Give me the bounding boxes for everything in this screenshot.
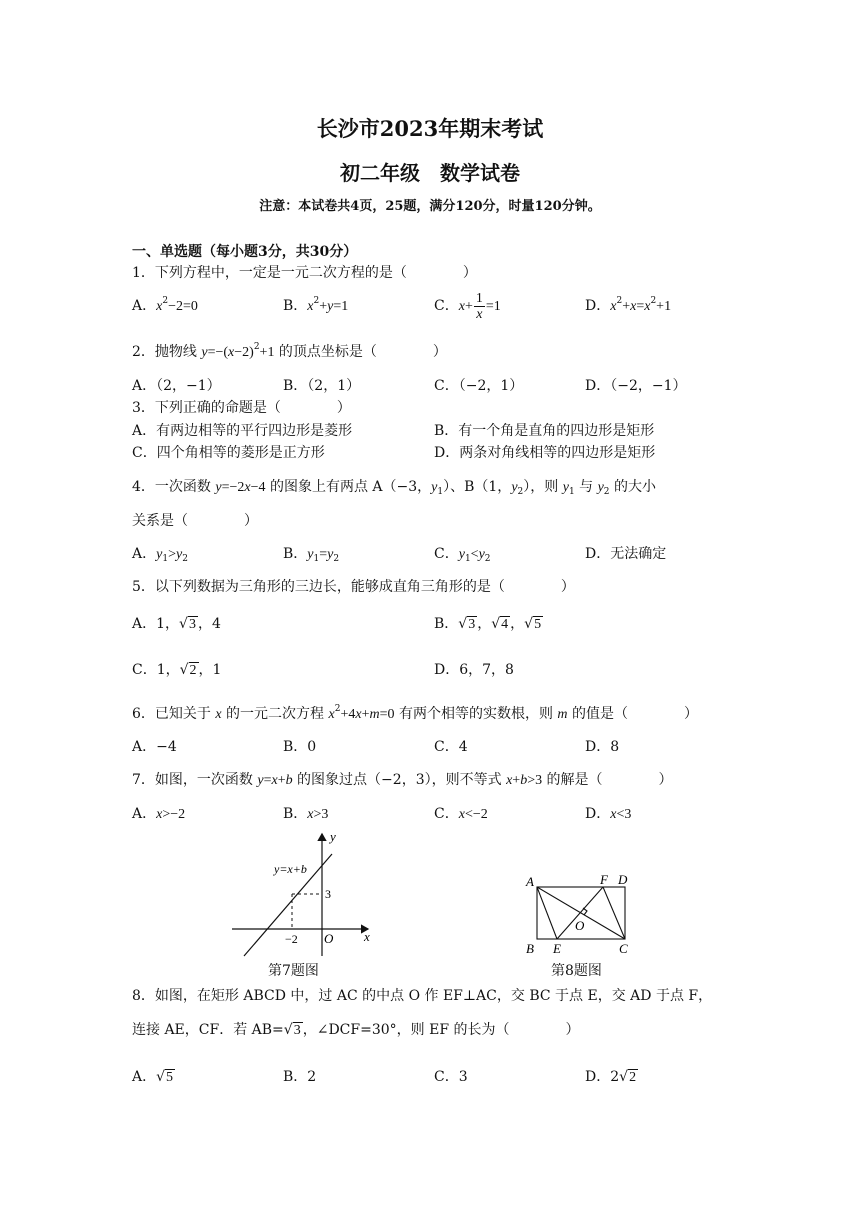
q6-option-c: C．4 [434, 739, 468, 755]
x-axis-label: x [364, 929, 370, 944]
label-e: E [553, 941, 561, 956]
q4-option-d: D．无法确定 [585, 546, 667, 562]
q8-option-a: A．√5 [132, 1069, 174, 1085]
q3-option-d: D．两条对角线相等的四边形是矩形 [434, 445, 656, 461]
q1-option-a: A．$x^2-2=0$ [132, 296, 198, 314]
question-5-stem: 5．以下列数据为三角形的三边长，能够成直角三角形的是（ ） [132, 579, 575, 595]
q1-option-c: C．x+ $\frac{1}{x}$ =1 [434, 290, 501, 322]
q6-option-d: D．8 [585, 739, 620, 755]
q7-option-c: C．x<−2 [434, 806, 488, 822]
q5-option-a: A．1，√3 ，4 [132, 616, 221, 632]
figure-8-rectangle [520, 870, 640, 960]
label-b: B [526, 941, 534, 956]
question-8-stem: 8．如图，在矩形 ABCD 中，过 AC 的中点 O 作 EF⊥AC，交 BC 于点 E，交 AD 于点 F， [132, 988, 713, 1004]
question-6-stem: 6．已知关于 x 的一元二次方程 $x^2+4x+m=0$ 有两个相等的实数根，则 m 的值是（ ） [132, 704, 698, 722]
label-c: C [619, 941, 628, 956]
figure-7-caption: 第7题图 [268, 963, 319, 979]
question-2-stem: 2．抛物线 $y=-(x-2)^2+1$ 的顶点坐标是（ ） [132, 342, 447, 360]
question-3-stem: 3．下列正确的命题是（ ） [132, 400, 351, 416]
segment-cf [603, 887, 625, 939]
origin-label: O [324, 931, 334, 946]
q6-option-b: B．0 [283, 739, 317, 755]
y-axis-label: y [330, 829, 336, 844]
q5-option-b: B．√3 ，√4 ，√5 [434, 616, 542, 632]
segment-ae [537, 887, 557, 939]
q7-option-d: D．x<3 [585, 806, 632, 822]
q2-option-d: D．（−2，−1） [585, 378, 687, 394]
q1-option-d: D．$x^2+x=x^2+1$ [585, 296, 672, 314]
q2-option-c: C．（−2，1） [434, 378, 524, 394]
question-1-stem: 1．下列方程中，一定是一元二次方程的是（ ） [132, 265, 477, 281]
exam-title: 长沙市2023年期末考试 [316, 116, 544, 141]
label-d: D [618, 872, 628, 887]
q2-option-b: B．（2，1） [283, 378, 361, 394]
q2-option-a: A．（2，−1） [132, 378, 221, 394]
exam-notice: 注意：本试卷共4页，25题，满分120分，时量120分钟。 [259, 199, 601, 214]
line-label: y=x+b [274, 862, 307, 876]
exam-subtitle: 初二年级 数学试卷 [340, 161, 520, 185]
q4-option-b: B．$y_1=y_2$ [283, 546, 340, 564]
q1-option-b: B．$x^2+y=1$ [283, 296, 349, 314]
q7-option-a: A．x>−2 [132, 806, 186, 822]
q8-option-d: D．2√2 [585, 1069, 637, 1085]
label-o: O [575, 918, 585, 933]
q8-option-c: C．3 [434, 1069, 468, 1085]
x-value-label: −2 [285, 932, 298, 946]
question-7-stem: 7．如图，一次函数 y=x+b 的图象过点（−2，3），则不等式 x+b>3 的解是（ ） [132, 772, 673, 788]
question-4-stem-cont: 关系是（ ） [132, 513, 258, 529]
label-f: F [600, 872, 608, 887]
q3-option-a: A．有两边相等的平行四边形是菱形 [132, 423, 353, 439]
figure-7-graph [230, 828, 380, 958]
q4-option-c: C．$y_1<y_2$ [434, 546, 491, 564]
question-4-stem: 4．一次函数 y=−2x−4 的图象上有两点 A（−3，$y_1$）、B（1，$y_2$），则 $y_1$ 与 $y_2$ 的大小 [132, 479, 656, 497]
q8-option-b: B．2 [283, 1069, 317, 1085]
q4-option-a: A．$y_1>y_2$ [132, 546, 188, 564]
q5-option-d: D．6，7，8 [434, 662, 514, 678]
q3-option-c: C．四个角相等的菱形是正方形 [132, 445, 325, 461]
q5-option-c: C．1，√2 ，1 [132, 662, 222, 678]
q6-option-a: A．−4 [132, 739, 177, 755]
q7-option-b: B．x>3 [283, 806, 329, 822]
section-title: 一、单选题（每小题3分，共30分） [132, 244, 358, 260]
figure-8-caption: 第8题图 [551, 963, 602, 979]
q3-option-b: B．有一个角是直角的四边形是矩形 [434, 423, 655, 439]
y-value-label: 3 [325, 887, 331, 901]
label-a: A [526, 874, 534, 889]
question-8-stem-cont: 连接 AE，CF．若 AB=√3 ，∠DCF=30°，则 EF 的长为（ ） [132, 1022, 580, 1038]
